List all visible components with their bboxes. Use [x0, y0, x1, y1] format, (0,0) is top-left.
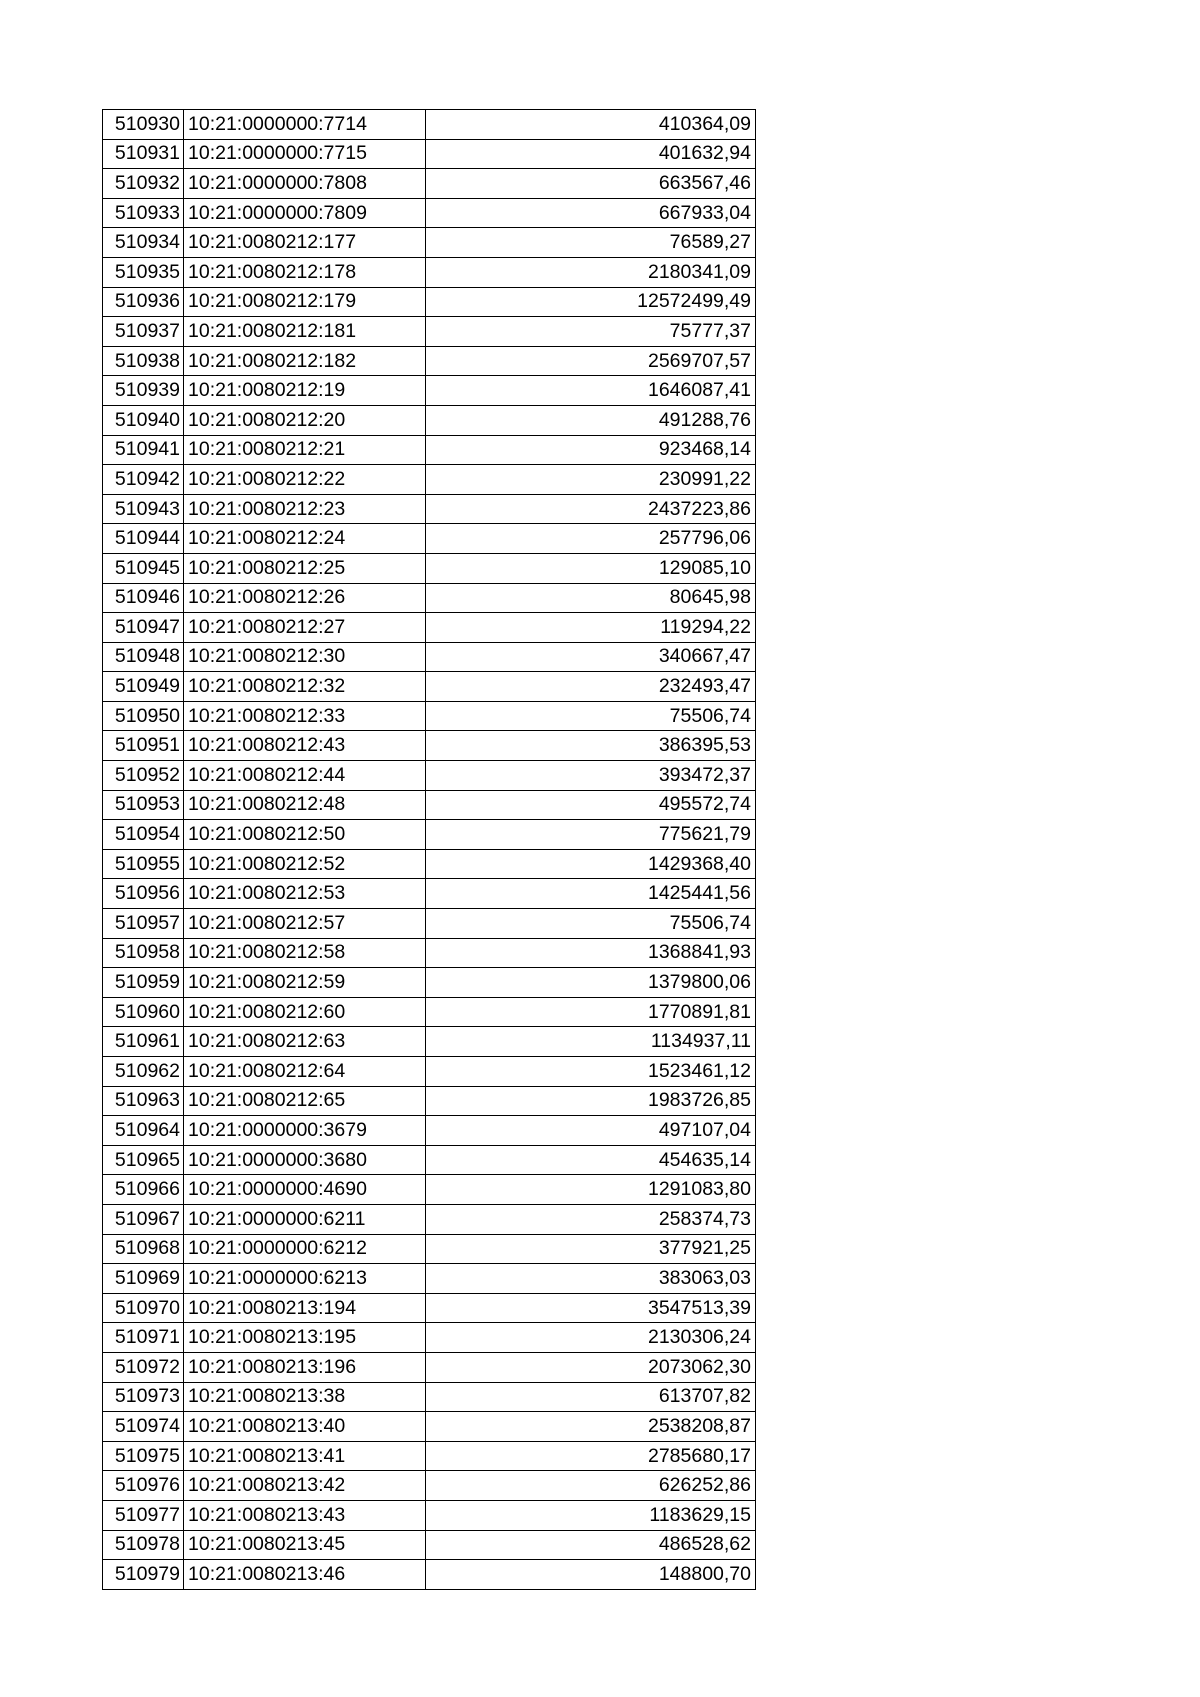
- value-cell: 119294,22: [426, 613, 756, 643]
- cadastral-number-cell: 10:21:0080212:33: [184, 701, 426, 731]
- value-cell: 410364,09: [426, 110, 756, 140]
- table-row: [103, 968, 756, 998]
- table-row: [103, 524, 756, 554]
- cadastral-number-cell: 10:21:0000000:7809: [184, 198, 426, 228]
- table-row: [103, 553, 756, 583]
- value-cell: 12572499,49: [426, 287, 756, 317]
- table-row: [103, 494, 756, 524]
- row-number-cell: 510970: [103, 1293, 184, 1323]
- row-number-cell: 510944: [103, 524, 184, 554]
- cadastral-number-cell: 10:21:0080212:20: [184, 405, 426, 435]
- table-row: [103, 257, 756, 287]
- table-row: [103, 405, 756, 435]
- cadastral-number-cell: 10:21:0000000:3680: [184, 1145, 426, 1175]
- value-cell: 148800,70: [426, 1560, 756, 1590]
- row-number-cell: 510974: [103, 1412, 184, 1442]
- cadastral-number-cell: 10:21:0080213:40: [184, 1412, 426, 1442]
- cadastral-number-cell: 10:21:0000000:7715: [184, 139, 426, 169]
- row-number-cell: 510977: [103, 1500, 184, 1530]
- cadastral-number-cell: 10:21:0080213:38: [184, 1382, 426, 1412]
- row-number-cell: 510945: [103, 553, 184, 583]
- value-cell: 340667,47: [426, 642, 756, 672]
- value-cell: 491288,76: [426, 405, 756, 435]
- table-row: [103, 1441, 756, 1471]
- table-row: [103, 1264, 756, 1294]
- value-cell: 230991,22: [426, 465, 756, 495]
- table-row: [103, 317, 756, 347]
- table-row: [103, 198, 756, 228]
- value-cell: 626252,86: [426, 1471, 756, 1501]
- row-number-cell: 510947: [103, 613, 184, 643]
- cadastral-number-cell: 10:21:0080212:58: [184, 938, 426, 968]
- row-number-cell: 510958: [103, 938, 184, 968]
- table-row: [103, 1175, 756, 1205]
- cadastral-number-cell: 10:21:0080212:26: [184, 583, 426, 613]
- cadastral-number-cell: 10:21:0080212:23: [184, 494, 426, 524]
- row-number-cell: 510943: [103, 494, 184, 524]
- value-cell: 1983726,85: [426, 1086, 756, 1116]
- value-cell: 1134937,11: [426, 1027, 756, 1057]
- row-number-cell: 510979: [103, 1560, 184, 1590]
- cadastral-number-cell: 10:21:0000000:7808: [184, 169, 426, 199]
- table-row: [103, 879, 756, 909]
- value-cell: 2180341,09: [426, 257, 756, 287]
- table-row: [103, 465, 756, 495]
- table-row: [103, 1293, 756, 1323]
- cadastral-number-cell: 10:21:0080213:45: [184, 1530, 426, 1560]
- table-row: [103, 110, 756, 140]
- value-cell: 2538208,87: [426, 1412, 756, 1442]
- table-row: [103, 1057, 756, 1087]
- table-row: [103, 1234, 756, 1264]
- value-cell: 75506,74: [426, 909, 756, 939]
- table-row: [103, 1471, 756, 1501]
- row-number-cell: 510975: [103, 1441, 184, 1471]
- cadastral-number-cell: 10:21:0080212:25: [184, 553, 426, 583]
- table-row: [103, 849, 756, 879]
- value-cell: 1425441,56: [426, 879, 756, 909]
- value-cell: 1368841,93: [426, 938, 756, 968]
- value-cell: 75777,37: [426, 317, 756, 347]
- row-number-cell: 510969: [103, 1264, 184, 1294]
- cadastral-number-cell: 10:21:0080213:42: [184, 1471, 426, 1501]
- value-cell: 613707,82: [426, 1382, 756, 1412]
- value-cell: 2569707,57: [426, 346, 756, 376]
- table-row: [103, 1027, 756, 1057]
- cadastral-number-cell: 10:21:0080212:57: [184, 909, 426, 939]
- table-row: [103, 997, 756, 1027]
- cadastral-number-cell: 10:21:0080212:64: [184, 1057, 426, 1087]
- cadastral-number-cell: 10:21:0080212:27: [184, 613, 426, 643]
- row-number-cell: 510949: [103, 672, 184, 702]
- row-number-cell: 510930: [103, 110, 184, 140]
- table-row: [103, 731, 756, 761]
- row-number-cell: 510946: [103, 583, 184, 613]
- cadastral-number-cell: 10:21:0080212:63: [184, 1027, 426, 1057]
- row-number-cell: 510940: [103, 405, 184, 435]
- row-number-cell: 510955: [103, 849, 184, 879]
- value-cell: 775621,79: [426, 820, 756, 850]
- table-row: [103, 820, 756, 850]
- cadastral-number-cell: 10:21:0080212:50: [184, 820, 426, 850]
- row-number-cell: 510931: [103, 139, 184, 169]
- row-number-cell: 510959: [103, 968, 184, 998]
- row-number-cell: 510957: [103, 909, 184, 939]
- value-cell: 1429368,40: [426, 849, 756, 879]
- row-number-cell: 510964: [103, 1116, 184, 1146]
- table-row: [103, 435, 756, 465]
- value-cell: 257796,06: [426, 524, 756, 554]
- row-number-cell: 510966: [103, 1175, 184, 1205]
- cadastral-number-cell: 10:21:0080212:24: [184, 524, 426, 554]
- cadastral-number-cell: 10:21:0080213:43: [184, 1500, 426, 1530]
- value-cell: 495572,74: [426, 790, 756, 820]
- table-row: [103, 1352, 756, 1382]
- table-body: [103, 110, 756, 1590]
- table-row: [103, 613, 756, 643]
- row-number-cell: 510956: [103, 879, 184, 909]
- cadastral-number-cell: 10:21:0080213:41: [184, 1441, 426, 1471]
- value-cell: 2130306,24: [426, 1323, 756, 1353]
- cadastral-number-cell: 10:21:0080212:60: [184, 997, 426, 1027]
- table-row: [103, 1323, 756, 1353]
- row-number-cell: 510978: [103, 1530, 184, 1560]
- value-cell: 377921,25: [426, 1234, 756, 1264]
- value-cell: 923468,14: [426, 435, 756, 465]
- cadastral-number-cell: 10:21:0080212:32: [184, 672, 426, 702]
- table-row: [103, 1530, 756, 1560]
- table-row: [103, 701, 756, 731]
- value-cell: 1770891,81: [426, 997, 756, 1027]
- value-cell: 3547513,39: [426, 1293, 756, 1323]
- cadastral-number-cell: 10:21:0080212:182: [184, 346, 426, 376]
- table-row: [103, 642, 756, 672]
- row-number-cell: 510937: [103, 317, 184, 347]
- value-cell: 1291083,80: [426, 1175, 756, 1205]
- data-table: [102, 109, 756, 1590]
- table-row: [103, 1204, 756, 1234]
- row-number-cell: 510938: [103, 346, 184, 376]
- row-number-cell: 510965: [103, 1145, 184, 1175]
- table-row: [103, 169, 756, 199]
- cadastral-number-cell: 10:21:0000000:4690: [184, 1175, 426, 1205]
- cadastral-number-cell: 10:21:0000000:6212: [184, 1234, 426, 1264]
- value-cell: 1523461,12: [426, 1057, 756, 1087]
- row-number-cell: 510971: [103, 1323, 184, 1353]
- cadastral-number-cell: 10:21:0080212:44: [184, 761, 426, 791]
- row-number-cell: 510932: [103, 169, 184, 199]
- row-number-cell: 510952: [103, 761, 184, 791]
- table-row: [103, 583, 756, 613]
- value-cell: 1646087,41: [426, 376, 756, 406]
- value-cell: 80645,98: [426, 583, 756, 613]
- row-number-cell: 510950: [103, 701, 184, 731]
- cadastral-number-cell: 10:21:0080212:19: [184, 376, 426, 406]
- row-number-cell: 510948: [103, 642, 184, 672]
- cadastral-number-cell: 10:21:0080212:43: [184, 731, 426, 761]
- table-row: [103, 228, 756, 258]
- cadastral-number-cell: 10:21:0080212:52: [184, 849, 426, 879]
- row-number-cell: 510968: [103, 1234, 184, 1264]
- cadastral-number-cell: 10:21:0080212:53: [184, 879, 426, 909]
- row-number-cell: 510962: [103, 1057, 184, 1087]
- row-number-cell: 510951: [103, 731, 184, 761]
- cadastral-number-cell: 10:21:0000000:7714: [184, 110, 426, 140]
- table-row: [103, 672, 756, 702]
- cadastral-number-cell: 10:21:0080213:195: [184, 1323, 426, 1353]
- table-row: [103, 790, 756, 820]
- cadastral-number-cell: 10:21:0080212:48: [184, 790, 426, 820]
- value-cell: 2785680,17: [426, 1441, 756, 1471]
- row-number-cell: 510935: [103, 257, 184, 287]
- value-cell: 497107,04: [426, 1116, 756, 1146]
- cadastral-number-cell: 10:21:0080212:177: [184, 228, 426, 258]
- row-number-cell: 510960: [103, 997, 184, 1027]
- value-cell: 383063,03: [426, 1264, 756, 1294]
- table-row: [103, 1382, 756, 1412]
- row-number-cell: 510972: [103, 1352, 184, 1382]
- table-row: [103, 139, 756, 169]
- value-cell: 667933,04: [426, 198, 756, 228]
- table-row: [103, 1412, 756, 1442]
- table-row: [103, 909, 756, 939]
- row-number-cell: 510976: [103, 1471, 184, 1501]
- row-number-cell: 510963: [103, 1086, 184, 1116]
- cadastral-number-cell: 10:21:0080212:179: [184, 287, 426, 317]
- row-number-cell: 510942: [103, 465, 184, 495]
- cadastral-number-cell: 10:21:0080212:59: [184, 968, 426, 998]
- value-cell: 232493,47: [426, 672, 756, 702]
- table-row: [103, 346, 756, 376]
- value-cell: 401632,94: [426, 139, 756, 169]
- value-cell: 1379800,06: [426, 968, 756, 998]
- table-row: [103, 1086, 756, 1116]
- cadastral-number-cell: 10:21:0080212:21: [184, 435, 426, 465]
- row-number-cell: 510936: [103, 287, 184, 317]
- row-number-cell: 510939: [103, 376, 184, 406]
- row-number-cell: 510973: [103, 1382, 184, 1412]
- cadastral-number-cell: 10:21:0000000:3679: [184, 1116, 426, 1146]
- row-number-cell: 510934: [103, 228, 184, 258]
- table-row: [103, 1560, 756, 1590]
- table-row: [103, 1145, 756, 1175]
- value-cell: 386395,53: [426, 731, 756, 761]
- value-cell: 129085,10: [426, 553, 756, 583]
- cadastral-number-cell: 10:21:0080213:46: [184, 1560, 426, 1590]
- cadastral-number-cell: 10:21:0080212:65: [184, 1086, 426, 1116]
- row-number-cell: 510941: [103, 435, 184, 465]
- value-cell: 486528,62: [426, 1530, 756, 1560]
- value-cell: 76589,27: [426, 228, 756, 258]
- value-cell: 75506,74: [426, 701, 756, 731]
- value-cell: 1183629,15: [426, 1500, 756, 1530]
- value-cell: 663567,46: [426, 169, 756, 199]
- cadastral-number-cell: 10:21:0080212:30: [184, 642, 426, 672]
- cadastral-number-cell: 10:21:0080212:178: [184, 257, 426, 287]
- table-row: [103, 938, 756, 968]
- table-row: [103, 287, 756, 317]
- row-number-cell: 510954: [103, 820, 184, 850]
- table-row: [103, 761, 756, 791]
- row-number-cell: 510933: [103, 198, 184, 228]
- row-number-cell: 510953: [103, 790, 184, 820]
- value-cell: 2073062,30: [426, 1352, 756, 1382]
- value-cell: 454635,14: [426, 1145, 756, 1175]
- table-row: [103, 376, 756, 406]
- value-cell: 2437223,86: [426, 494, 756, 524]
- cadastral-number-cell: 10:21:0080213:194: [184, 1293, 426, 1323]
- value-cell: 258374,73: [426, 1204, 756, 1234]
- value-cell: 393472,37: [426, 761, 756, 791]
- cadastral-number-cell: 10:21:0000000:6211: [184, 1204, 426, 1234]
- cadastral-number-cell: 10:21:0080213:196: [184, 1352, 426, 1382]
- cadastral-number-cell: 10:21:0080212:181: [184, 317, 426, 347]
- row-number-cell: 510961: [103, 1027, 184, 1057]
- cadastral-number-cell: 10:21:0000000:6213: [184, 1264, 426, 1294]
- row-number-cell: 510967: [103, 1204, 184, 1234]
- table-row: [103, 1116, 756, 1146]
- table-row: [103, 1500, 756, 1530]
- cadastral-number-cell: 10:21:0080212:22: [184, 465, 426, 495]
